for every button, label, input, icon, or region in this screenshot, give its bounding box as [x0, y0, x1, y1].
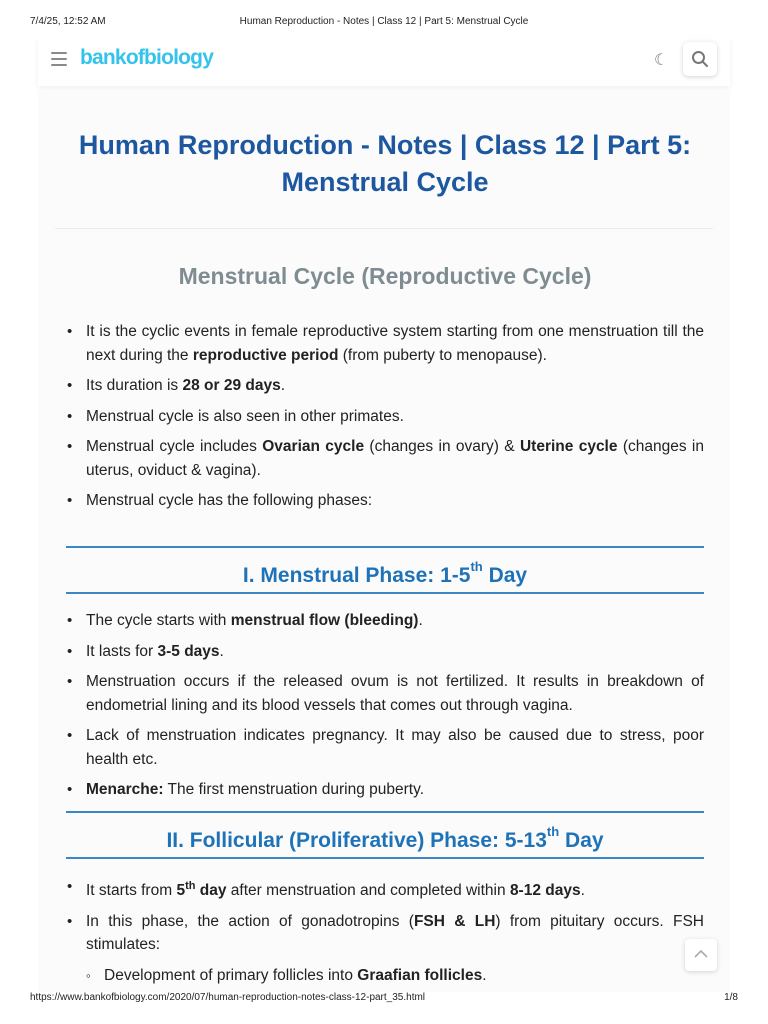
- text-run: .: [219, 642, 224, 660]
- list-item: [66, 778, 704, 802]
- site-navbar: [38, 36, 730, 86]
- text-run: Menstrual cycle includes: [86, 438, 263, 455]
- chevron-up-icon: [694, 949, 708, 959]
- phase1-list: [66, 609, 704, 809]
- text-run: Development of primary follicles into: [104, 966, 358, 984]
- phase1-heading-sup: th: [470, 559, 483, 574]
- bold-text: Uterine cycle: [519, 438, 618, 455]
- search-button[interactable]: [683, 42, 717, 76]
- phase1-heading-tail: Day: [482, 564, 528, 587]
- phase2-heading-sup: th: [546, 824, 560, 839]
- site-logo[interactable]: bankofbiology: [80, 46, 214, 69]
- text-run: It lasts for: [86, 642, 158, 660]
- text-run: In this phase, the action of gonadotropins (: [86, 912, 414, 930]
- intro-list: [66, 320, 704, 520]
- bold-text: 3-5 days: [157, 642, 220, 660]
- phase1-heading-text: I. Menstrual Phase: 1-5: [242, 564, 471, 587]
- list-item: [66, 910, 704, 957]
- text-run: ) from pituitary occurs. FSH stimulates:: [86, 912, 705, 954]
- print-footer: [30, 992, 738, 1006]
- bold-text: th: [185, 880, 196, 892]
- list-item: [66, 405, 704, 429]
- phase2-heading: [66, 811, 704, 859]
- print-url: https://www.bankofbiology.com/2020/07/human-reproduction-notes-class-12-part_35.html: [30, 992, 426, 1003]
- text-run: The first menstruation during puberty.: [163, 781, 425, 798]
- bold-text: day: [195, 882, 227, 900]
- bold-text: Menarche:: [86, 781, 164, 798]
- list-item: [66, 609, 704, 633]
- phase2-list: [66, 875, 704, 994]
- list-item: [66, 320, 704, 367]
- text-run: .: [482, 966, 487, 984]
- text-run: Lack of menstruation indicates pregnancy. It may also be caused due to stress, poor health etc.: [86, 727, 704, 768]
- bold-text: reproductive period: [192, 346, 339, 364]
- phase2-heading-tail: Day: [559, 829, 604, 852]
- text-run: The cycle starts with: [86, 612, 231, 629]
- list-item: [66, 489, 704, 513]
- text-run: after menstruation and completed within: [226, 882, 510, 900]
- bold-text: menstrual flow (bleeding): [230, 612, 419, 629]
- text-run: Its duration is: [86, 377, 183, 394]
- list-item: [66, 875, 704, 903]
- post-title: Human Reproduction - Notes | Class 12 | Part 5: Menstrual Cycle: [78, 130, 692, 197]
- print-page-title: Human Reproduction - Notes | Class 12 | Part 5: Menstrual Cycle: [239, 16, 529, 27]
- list-item: [66, 670, 704, 717]
- menu-icon[interactable]: [51, 52, 67, 66]
- text-run: (changes in ovary) &: [364, 438, 520, 455]
- text-run: (from puberty to menopause).: [338, 346, 547, 364]
- bold-text: 5: [176, 882, 186, 900]
- moon-icon[interactable]: ☾: [654, 52, 669, 69]
- section-heading: Menstrual Cycle (Reproductive Cycle): [178, 263, 592, 289]
- phase2-heading-text: II. Follicular (Proliferative) Phase: 5-13: [166, 829, 547, 852]
- text-run: It is the cyclic events in female reproductive system starting from one menstruation till the next during the: [86, 323, 704, 364]
- title-divider: [55, 228, 713, 229]
- text-run: Menstrual cycle has the following phases:: [86, 492, 373, 509]
- bold-text: Ovarian cycle: [262, 438, 365, 455]
- text-run: Menstrual cycle is also seen in other primates.: [86, 407, 404, 425]
- list-item: [66, 640, 704, 664]
- text-run: .: [280, 377, 286, 394]
- search-icon: [691, 50, 709, 68]
- print-page-number: 1/8: [724, 992, 738, 1003]
- text-run: .: [418, 612, 423, 629]
- text-run: .: [580, 882, 585, 900]
- print-header: [30, 16, 738, 30]
- text-run: It starts from: [86, 882, 177, 900]
- bold-text: 28 or 29 days: [182, 377, 281, 394]
- list-item: [66, 435, 704, 482]
- print-datetime: 7/4/25, 12:52 AM: [30, 16, 106, 27]
- scroll-to-top-button[interactable]: [685, 939, 717, 971]
- phase1-heading: [66, 546, 704, 594]
- list-item: [66, 374, 704, 398]
- bold-text: 8-12 days: [509, 882, 581, 900]
- bold-text: Graafian follicles: [357, 966, 483, 984]
- bold-text: FSH & LH: [413, 912, 496, 930]
- text-run: Menstruation occurs if the released ovum is not fertilized. It results in breakdown of endometrial lining and its blood vessels that comes out through vagina.: [86, 673, 704, 714]
- list-item: [66, 724, 704, 771]
- text-run: (changes in uterus, oviduct & vagina).: [86, 438, 704, 479]
- sub-list-item: [66, 964, 704, 988]
